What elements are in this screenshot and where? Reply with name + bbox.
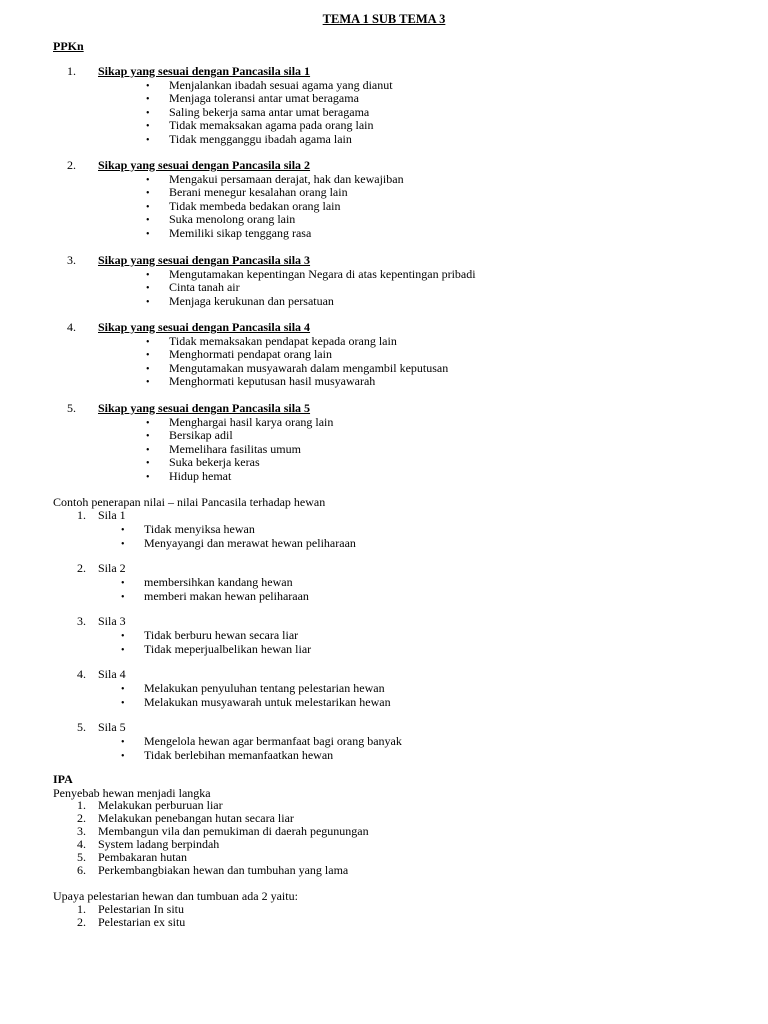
sila-number: 2. (77, 561, 86, 575)
bullet-icon: • (146, 444, 150, 456)
bullet-icon: • (146, 229, 150, 240)
list-item: Memelihara fasilitas umum (169, 441, 301, 456)
list-item: Perkembangbiakan hewan dan tumbuhan yang lama (98, 862, 349, 877)
bullet-icon: • (121, 736, 125, 748)
list-number: 1. (77, 902, 86, 916)
list-item: Mengelola hewan agar bermanfaat bagi orang banyak (144, 733, 402, 748)
section-heading: Sikap yang sesuai dengan Pancasila sila 5 (98, 401, 311, 415)
bullet-icon: • (121, 577, 125, 589)
list-number: 1. (77, 798, 86, 812)
section-heading: Sikap yang sesuai dengan Pancasila sila 3 (98, 253, 311, 267)
sila-label: Sila 2 (98, 561, 126, 575)
bullet-icon: • (146, 296, 150, 308)
bullet-icon: • (121, 683, 125, 695)
bullet-icon: • (146, 283, 150, 295)
list-item: memberi makan hewan peliharaan (144, 588, 309, 603)
section-heading: Sikap yang sesuai dengan Pancasila sila 2 (98, 158, 311, 172)
bullet-icon: • (146, 201, 150, 213)
sila-label: Sila 5 (98, 720, 126, 734)
list-item: Pembakaran hutan (98, 849, 187, 864)
sila-label: Sila 3 (98, 614, 126, 628)
list-item: Menghormati pendapat orang lain (169, 347, 332, 362)
list-item: Tidak mengganggu ibadah agama lain (169, 132, 352, 146)
sila-number: 4. (77, 667, 86, 681)
bullet-icon: • (146, 377, 150, 389)
list-number: 3. (77, 823, 86, 838)
bullet-icon: • (146, 269, 150, 281)
list-item: membersihkan kandang hewan (144, 574, 293, 589)
sila-number: 1. (77, 508, 86, 522)
section-number: 1. (67, 64, 76, 78)
bullet-icon: • (146, 417, 150, 429)
list-item: Saling bekerja sama antar umat beragama (169, 104, 370, 119)
section-heading: Sikap yang sesuai dengan Pancasila sila 4 (98, 320, 311, 334)
list-item: Hidup hemat (169, 469, 232, 483)
list-item: Menghormati keputusan hasil musyawarah (169, 374, 376, 389)
list-item: Menjaga toleransi antar umat beragama (169, 91, 359, 106)
bullet-icon: • (146, 431, 150, 443)
bullet-icon: • (146, 215, 150, 227)
bullet-icon: • (146, 458, 150, 470)
list-item: Melakukan penyuluhan tentang pelestarian hewan (144, 680, 385, 695)
list-item: Tidak memaksakan pendapat kepada orang lain (169, 333, 397, 348)
list-item: Melakukan penebangan hutan secara liar (98, 810, 294, 825)
bullet-icon: • (146, 121, 150, 133)
page-title: TEMA 1 SUB TEMA 3 (322, 12, 446, 26)
bullet-icon: • (146, 363, 150, 375)
list-item: Tidak membeda bedakan orang lain (169, 198, 341, 213)
bullet-icon: • (146, 188, 150, 200)
list-number: 4. (77, 836, 86, 851)
upaya-intro: Upaya pelestarian hewan dan tumbuan ada 2 yaitu: (53, 889, 298, 903)
bullet-icon: • (146, 80, 150, 92)
sila-label: Sila 1 (98, 508, 126, 522)
list-item: Melakukan perburuan liar (98, 798, 223, 812)
list-number: 2. (77, 915, 86, 929)
bullet-icon: • (121, 697, 125, 709)
list-number: 6. (77, 862, 86, 877)
bullet-icon: • (146, 94, 150, 106)
bullet-icon: • (121, 524, 125, 536)
section-number: 2. (67, 158, 76, 172)
list-item: Melakukan musyawarah untuk melestarikan hewan (144, 694, 391, 709)
list-item: Menyayangi dan merawat hewan peliharaan (144, 535, 356, 550)
bullet-icon: • (146, 135, 150, 146)
bullet-icon: • (146, 350, 150, 362)
list-item: Suka bekerja keras (169, 455, 260, 470)
list-item: Pelestarian In situ (98, 902, 184, 916)
bullet-icon: • (121, 644, 125, 656)
list-item: Cinta tanah air (169, 280, 240, 295)
section-number: 5. (67, 401, 76, 415)
list-item: Tidak berburu hewan secara liar (144, 627, 299, 642)
contoh-intro: Contoh penerapan nilai – nilai Pancasila terhadap hewan (53, 495, 326, 509)
list-item: Menghargai hasil karya orang lain (169, 414, 334, 429)
section-number: 3. (67, 253, 76, 267)
list-item: Pelestarian ex situ (98, 915, 186, 929)
sila-number: 5. (77, 720, 86, 734)
bullet-icon: • (121, 591, 125, 603)
list-item: Bersikap adil (169, 428, 233, 443)
list-item: Mengutamakan kepentingan Negara di atas kepentingan pribadi (169, 266, 476, 281)
bullet-icon: • (146, 472, 150, 483)
list-number: 5. (77, 849, 86, 864)
list-item: Suka menolong orang lain (169, 212, 296, 227)
list-item: Membangun vila dan pemukiman di daerah pegunungan (98, 823, 369, 838)
bullet-icon: • (121, 630, 125, 642)
bullet-icon: • (121, 750, 125, 762)
bullet-icon: • (146, 174, 150, 186)
list-item: Tidak berlebihan memanfaatkan hewan (144, 747, 334, 762)
section-number: 4. (67, 320, 76, 334)
penyebab-intro: Penyebab hewan menjadi langka (53, 786, 211, 800)
section-heading: Sikap yang sesuai dengan Pancasila sila 1 (98, 64, 311, 78)
list-number: 2. (77, 810, 86, 825)
ipa-heading: IPA (53, 772, 73, 786)
bullet-icon: • (121, 538, 125, 550)
list-item: Tidak menyiksa hewan (144, 521, 255, 536)
sila-number: 3. (77, 614, 86, 628)
list-item: Menjalankan ibadah sesuai agama yang dianut (169, 77, 393, 92)
list-item: Menjaga kerukunan dan persatuan (169, 293, 334, 308)
sila-label: Sila 4 (98, 667, 126, 681)
bullet-icon: • (146, 336, 150, 348)
list-item: Mengakui persamaan derajat, hak dan kewajiban (169, 171, 404, 186)
list-item: Mengutamakan musyawarah dalam mengambil keputusan (169, 360, 449, 375)
list-item: Tidak meperjualbelikan hewan liar (144, 641, 312, 656)
bullet-icon: • (146, 107, 150, 119)
list-item: Memiliki sikap tenggang rasa (169, 226, 312, 240)
list-item: System ladang berpindah (98, 836, 220, 851)
ppkn-heading: PPKn (53, 39, 84, 53)
list-item: Tidak memaksakan agama pada orang lain (169, 118, 374, 133)
list-item: Berani menegur kesalahan orang lain (169, 185, 348, 200)
